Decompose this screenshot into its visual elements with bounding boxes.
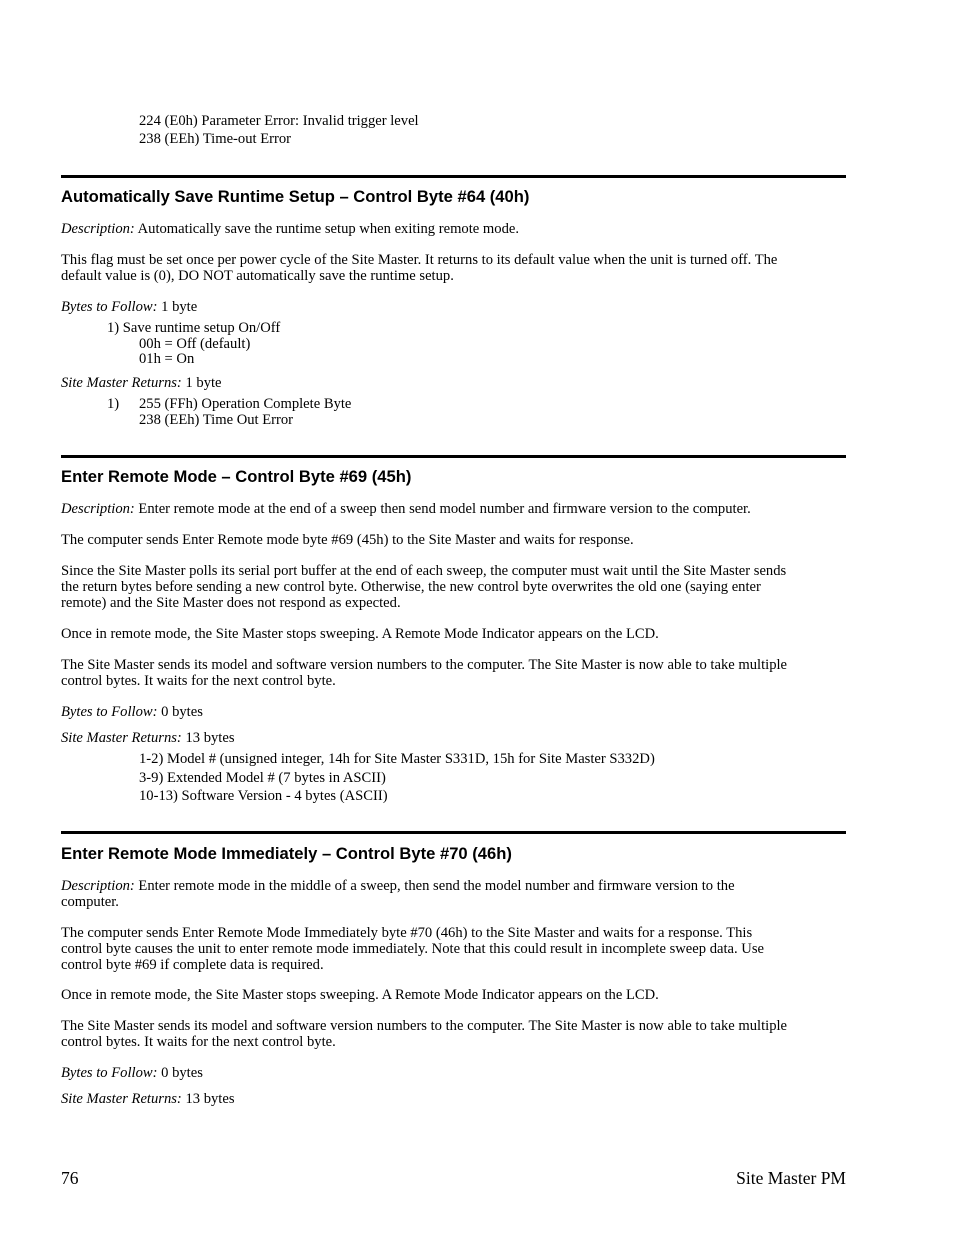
returns-label: Site Master Returns: <box>61 1091 182 1107</box>
bytes-to-follow-label: Bytes to Follow: <box>61 1065 158 1081</box>
description-continuation: computer. <box>61 894 119 910</box>
paragraph-line: the return bytes before sending a new control byte. Otherwise, the new control byte overwrites the old one (saying enter <box>61 579 761 595</box>
description-text: Enter remote mode at the end of a sweep then send model number and firmware version to the computer. <box>134 501 751 517</box>
returns-label: Site Master Returns: <box>61 730 182 746</box>
description-label: Description: <box>61 878 135 894</box>
paragraph-line: The computer sends Enter Remote Mode Immediately byte #70 (46h) to the Site Master and waits for a response. This <box>61 925 753 941</box>
description-line <box>61 221 519 237</box>
section-rule <box>61 831 846 834</box>
section-rule <box>61 455 846 458</box>
bytes-to-follow-value: 0 bytes <box>157 704 203 720</box>
bytes-to-follow <box>61 704 203 720</box>
paragraph-line: The Site Master sends its model and software version numbers to the computer. The Site Master is now able to take multiple <box>61 657 788 673</box>
list-item: 1) Save runtime setup On/Off <box>107 320 281 336</box>
bytes-to-follow-value: 0 bytes <box>157 1065 203 1081</box>
section-heading-69: Enter Remote Mode – Control Byte #69 (45h) <box>61 467 412 486</box>
error-line: 238 (EEh) Time-out Error <box>139 131 292 147</box>
paragraph-line: Since the Site Master polls its serial port buffer at the end of each sweep, the computer must wait until the Site Master sends <box>61 563 787 579</box>
page-number: 76 <box>61 1168 79 1188</box>
paragraph-line: control byte causes the unit to enter remote mode immediately. Note that this could result in incomplete sweep data. Use <box>61 941 765 957</box>
returns-value: 1 byte <box>181 375 222 391</box>
return-line: 255 (FFh) Operation Complete Byte <box>139 396 352 412</box>
error-line: 224 (E0h) Parameter Error: Invalid trigger level <box>139 113 419 129</box>
returns-line <box>61 730 235 746</box>
footer-title: Site Master PM <box>736 1168 846 1188</box>
returns-label: Site Master Returns: <box>61 375 182 391</box>
list-number: 1) <box>107 396 120 412</box>
description-text: Enter remote mode in the middle of a sweep, then send the model number and firmware version to the <box>134 878 735 894</box>
bytes-to-follow-label: Bytes to Follow: <box>61 299 158 315</box>
section-heading-64: Automatically Save Runtime Setup – Control Byte #64 (40h) <box>61 187 530 206</box>
paragraph-line: control bytes. It waits for the next control byte. <box>61 673 336 689</box>
description-line <box>61 878 735 894</box>
paragraph-line: Once in remote mode, the Site Master stops sweeping. A Remote Mode Indicator appears on the LCD. <box>61 626 659 642</box>
return-item: 1-2) Model # (unsigned integer, 14h for Site Master S331D, 15h for Site Master S332D) <box>139 751 655 767</box>
bytes-to-follow <box>61 299 197 315</box>
description-label: Description: <box>61 501 135 517</box>
paragraph-line: control byte #69 if complete data is required. <box>61 957 324 973</box>
bytes-to-follow-value: 1 byte <box>157 299 198 315</box>
option-line: 01h = On <box>139 351 195 367</box>
paragraph-line: The Site Master sends its model and software version numbers to the computer. The Site Master is now able to take multiple <box>61 1018 788 1034</box>
description-line <box>61 501 751 517</box>
paragraph-line: Once in remote mode, the Site Master stops sweeping. A Remote Mode Indicator appears on the LCD. <box>61 987 659 1003</box>
returns-line <box>61 1091 235 1107</box>
bytes-to-follow <box>61 1065 203 1081</box>
return-line: 238 (EEh) Time Out Error <box>139 412 294 428</box>
section-heading-70: Enter Remote Mode Immediately – Control Byte #70 (46h) <box>61 844 512 863</box>
paragraph-line: control bytes. It waits for the next control byte. <box>61 1034 336 1050</box>
returns-value: 13 bytes <box>181 1091 235 1107</box>
paragraph-line: remote) and the Site Master does not respond as expected. <box>61 595 401 611</box>
return-item: 10-13) Software Version - 4 bytes (ASCII) <box>139 788 388 804</box>
returns-line <box>61 375 222 391</box>
section-rule <box>61 175 846 178</box>
paragraph-line: default value is (0), DO NOT automatically save the runtime setup. <box>61 268 454 284</box>
option-line: 00h = Off (default) <box>139 336 251 352</box>
paragraph-line: This flag must be set once per power cycle of the Site Master. It returns to its default value when the unit is turned off. The <box>61 252 778 268</box>
description-label: Description: <box>61 221 135 237</box>
description-text: Automatically save the runtime setup when exiting remote mode. <box>134 221 519 237</box>
return-item: 3-9) Extended Model # (7 bytes in ASCII) <box>139 770 386 786</box>
paragraph-line: The computer sends Enter Remote mode byte #69 (45h) to the Site Master and waits for response. <box>61 532 634 548</box>
returns-value: 13 bytes <box>181 730 235 746</box>
bytes-to-follow-label: Bytes to Follow: <box>61 704 158 720</box>
